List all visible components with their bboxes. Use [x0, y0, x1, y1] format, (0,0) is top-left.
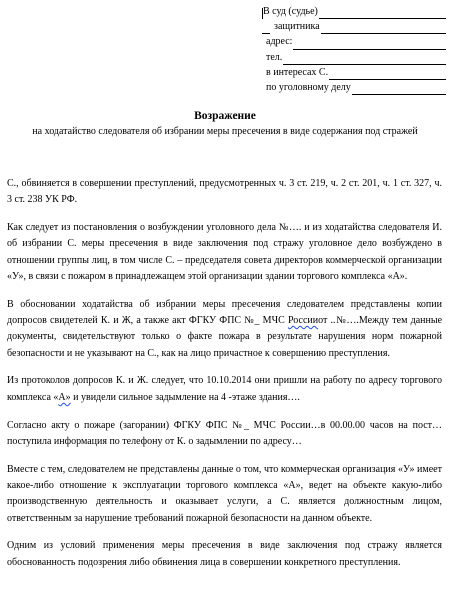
court-blank — [319, 7, 446, 19]
paragraph-witness: Из протоколов допросов К. и Ж. следует, что 10.10.2014 они пришли на работу по адресу торгового комплекса «А» и увидели сильное задымление на 4 -этаже здания…. — [7, 375, 442, 403]
paragraph-evidence: В обосновании ходатайства об избрании меры пресечения следователем представлены копии допросов свидетелей К. и Ж, а также акт ФГКУ ФПС №_ МЧС Россииот ..№….Между тем данные документы, свидетельствуют только о факте пожара в результате нарушения норм пожарной безопасности и не указывают на С., как на лицо причастное к совершению преступления. — [7, 298, 443, 359]
interests-blank — [329, 68, 446, 80]
phone-blank — [283, 53, 446, 65]
case-blank — [352, 83, 446, 95]
document-title: Возражение — [194, 110, 256, 122]
defender-blank — [321, 22, 446, 34]
paragraph-lack-of-data: Вместе с тем, следователем не представлены данные о том, что коммерческая организация «У» имеет какое-либо отношение к эксплуатации торгового комплекса «А», ведет на объекте какую-либо производственную деятельность и оказывает услуги, а С. является должностным лицом, ответственным за нарушение требований пожарной безопасности на данном объекте. — [7, 463, 442, 524]
interests-label: в интересах С. — [266, 66, 329, 78]
paragraph-case-initiation: Как следует из постановления о возбуждении уголовного дела №…. и из ходатайства следователя И. об избрании С. меры пресечения в виде заключения под стражу уголовное дело возбуждено в отношении группы лиц, в том числе С. – председателя совета директоров коммерческой организации «У», в связи с пожаром в принадлежащем этой организации здании торгового комплекса «А». — [7, 222, 442, 282]
spellcheck-word: А» — [58, 391, 71, 403]
spellcheck-word: России — [287, 315, 319, 327]
phone-label: тел. — [266, 51, 283, 63]
address-line — [262, 34, 446, 49]
defender-label: защитника — [274, 21, 320, 33]
paragraph-charges: С., обвиняется в совершении преступлений, предусмотренных ч. 3 ст. 219, ч. 2 ст. 201, ч. 1 ст. 327, ч. 3 ст. 238 УК РФ. — [7, 178, 442, 206]
court-line — [262, 4, 446, 19]
address-label: адрес: — [266, 36, 293, 48]
court-label: В суд (судье) — [263, 6, 318, 17]
paragraph-fire-act: Согласно акту о пожаре (загорании) ФГКУ ФПС №_ МЧС России…в 00.00.00 часов на пост…поступила информация по телефону от К. о задымлении по адресу… — [7, 419, 442, 447]
address-blank — [293, 38, 446, 50]
paragraph-conditions: Одним из условий применения меры пресечения в виде заключения под стражу является обоснованность подозрения либо обвинения лица в совершении конкретного преступления. — [7, 540, 442, 568]
interests-line — [262, 65, 446, 80]
defender-line — [262, 19, 446, 34]
document-body — [7, 176, 442, 582]
phone-line — [262, 50, 446, 65]
addressee-block — [262, 4, 446, 95]
case-label: по уголовному делу — [266, 82, 351, 94]
document-subtitle: на ходатайство следователя об избрании меры пресечения в виде содержания под стражей — [32, 126, 418, 137]
case-line — [262, 80, 446, 95]
